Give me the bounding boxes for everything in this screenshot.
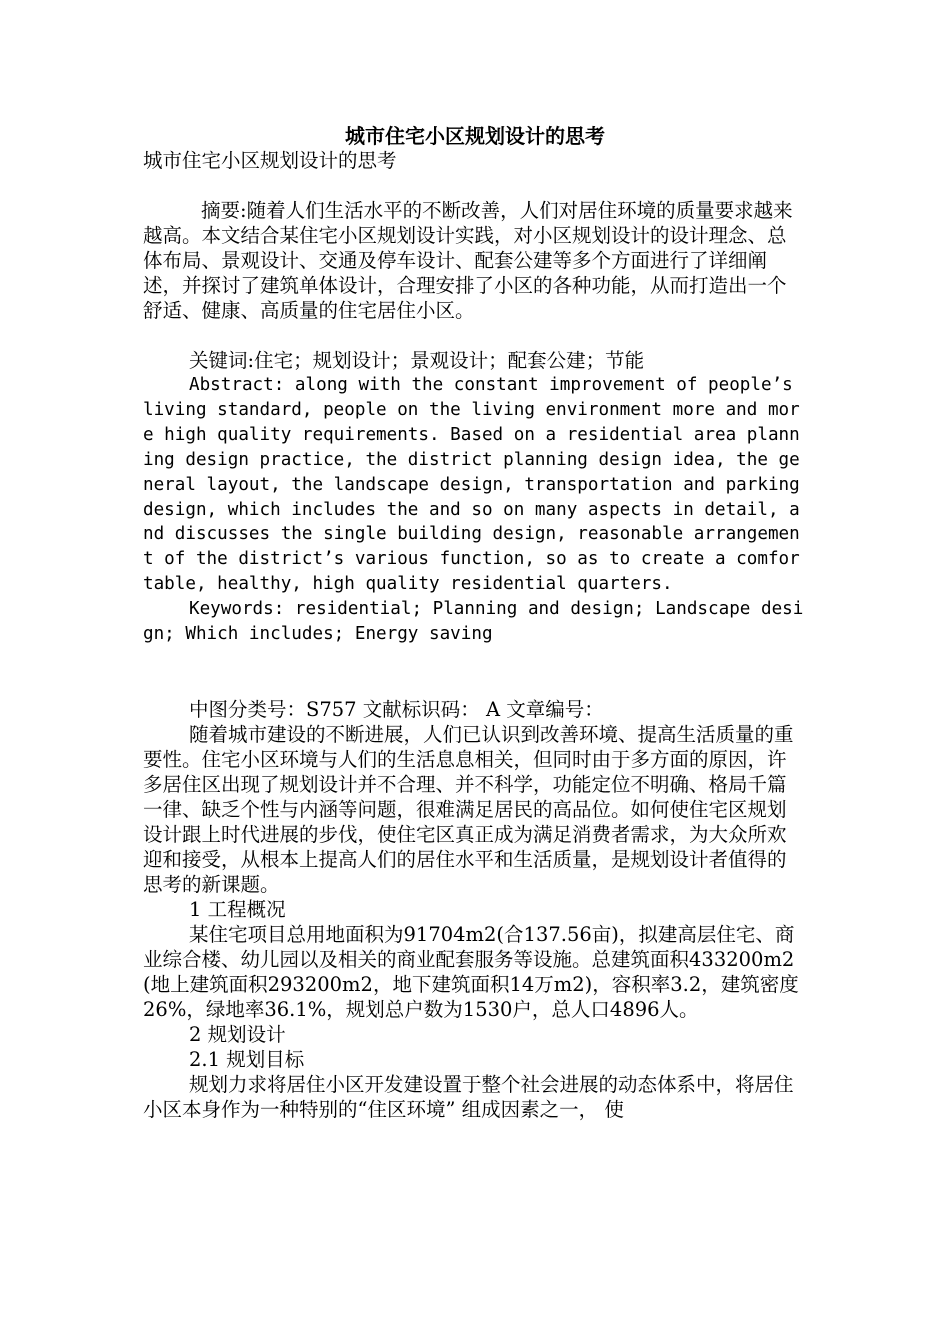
document-title: 城市住宅小区规划设计的思考 (345, 124, 605, 148)
intro-paragraph: 随着城市建设的不断进展，人们已认识到改善环境、提高生活质量的重要性。住宅小区环境与人们的生活息息相关，但同时由于多方面的原因，许多居住区出现了规划设计并不合理、并不科学，功能定位不明确、格局千篇一律、缺乏个性与内涵等问题，很难满足居民的高品位。如何使住宅区规划设计跟上时代进展的步伐，使住宅区真正成为满足消费者需求，为大众所欢迎和接受，从根本上提高人们的居住水平和生活质量，是规划设计者值得的思考的新课题。 (143, 722, 794, 896)
spacer (143, 173, 805, 198)
abstract-en: Abstract: along with the constant improvement of people’s living standard, people on the living environment more and more high quality requirements. Based on a residential area planning design practice, the district planning design idea, the general layout, the landscape design, transportation and parking design, which includes the and so on many aspects in detail, and discusses the single building design, reasonable arrangement of the district’s various function, so as to create a comfortable, healthy, high quality residential quarters. (143, 375, 800, 595)
keywords-en: Keywords: residential; Planning and design; Landscape design; Which includes; Energy saving (143, 599, 804, 645)
abstract-cn: 摘要:随着人们生活水平的不断改善，人们对居住环境的质量要求越来越高。本文结合某住宅小区规划设计实践，对小区规划设计的设计理念、总体布局、景观设计、交通及停车设计、配套公建等多个方面进行了详细阐述，并探讨了建筑单体设计，合理安排了小区的各种功能，从而打造出一个舒适、健康、高质量的住宅居住小区。 (143, 199, 793, 322)
spacer (143, 647, 805, 697)
section-1-heading: 1 工程概况 (189, 897, 286, 921)
section-2-1-body: 规划力求将居住小区开发建设置于整个社会进展的动态体系中，将居住小区本身作为一种特别的“住区环境” 组成因素之一， 使 (143, 1072, 794, 1121)
section-2-1-heading: 2.1 规划目标 (189, 1047, 305, 1071)
classification-line: 中图分类号：S757 文献标识码： A 文章编号： (189, 697, 604, 721)
document-subtitle: 城市住宅小区规划设计的思考 (143, 149, 397, 172)
document-body (143, 148, 805, 1122)
spacer (143, 323, 805, 348)
section-1-body: 某住宅项目总用地面积为91704m2(合137.56亩)，拟建高层住宅、商业综合楼、幼儿园以及相关的商业配套服务等设施。总建筑面积433200m2(地上建筑面积293200m2，地下建筑面积14万m2)，容积率3.2，建筑密度26%，绿地率36.1%，规划总户数为1530户，总人口4896人。 (143, 922, 799, 1021)
keywords-cn: 关键词:住宅；规划设计；景观设计；配套公建；节能 (189, 349, 645, 372)
section-2-heading: 2 规划设计 (189, 1022, 286, 1046)
